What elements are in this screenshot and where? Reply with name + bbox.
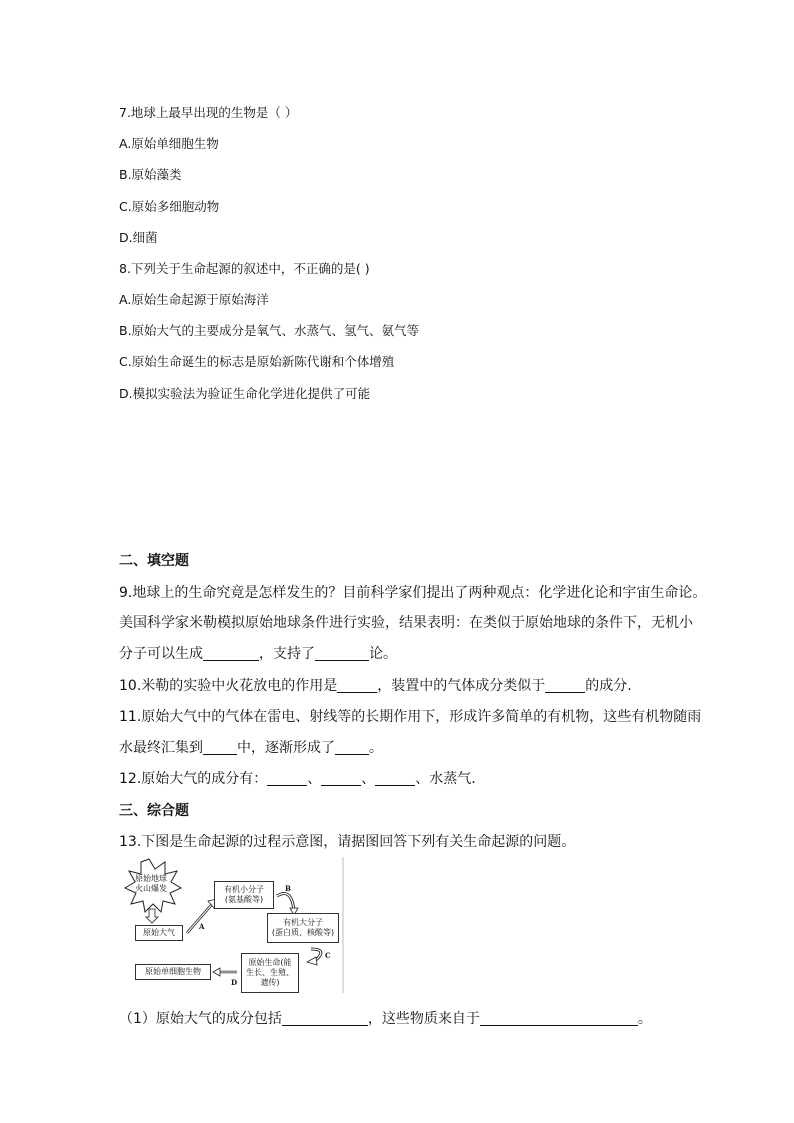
- volcano-label-line-1: 原始地球: [135, 874, 167, 883]
- q9-line-2: 美国科学家米勒模拟原始地球条件进行实验，结果表明：在类似于原始地球的条件下，无机小: [119, 615, 693, 631]
- q9-blank-1[interactable]: [203, 646, 259, 661]
- q9-text-b: ，支持了: [259, 646, 315, 662]
- q8-stem: 8.下列关于生命起源的叙述中，不正确的是( ): [119, 261, 370, 276]
- q12-blank-3[interactable]: [375, 771, 415, 786]
- q10-text-c: 的成分.: [585, 678, 632, 694]
- q10-text-a: 10.米勒的实验中火花放电的作用是: [119, 678, 338, 694]
- primitive-life-box: [241, 953, 299, 993]
- q12-sep-1: 、: [307, 771, 322, 787]
- q9-text-c: 论。: [369, 646, 397, 662]
- q7-option-d: D.细菌: [119, 230, 158, 245]
- small-molecule-label-2: (氨基酸等): [224, 895, 264, 904]
- q7-stem: 7.地球上最早出现的生物是（ ）: [119, 105, 298, 120]
- primitive-life-label-1: 原始生命(能: [248, 958, 292, 967]
- atmosphere-label: 原始大气: [143, 928, 175, 937]
- q12-line: [119, 768, 476, 788]
- q11-line-1: 11.原始大气中的气体在雷电、射线等的长期作用下，形成许多简单的有机物，这些有机物随雨: [119, 709, 702, 725]
- q12-sep-2: 、: [361, 771, 376, 787]
- q7-option-a: A.原始单细胞生物: [119, 136, 219, 151]
- section-title-comprehensive: 三、综合题: [119, 803, 189, 819]
- small-molecule-label-1: 有机小分子: [224, 885, 264, 894]
- q9-blank-2[interactable]: [315, 646, 369, 661]
- q11-blank-1[interactable]: [203, 740, 237, 755]
- arrow-down-icon: [146, 909, 158, 923]
- q11-text-a: 水最终汇集到: [119, 740, 203, 756]
- q8-option-c: C.原始生命诞生的标志是原始新陈代谢和个体增殖: [119, 354, 395, 369]
- unicell-box: [135, 964, 211, 980]
- unicell-label: 原始单细胞生物: [145, 967, 201, 976]
- q7-option-b: B.原始藻类: [119, 167, 182, 182]
- small-molecule-box: [214, 881, 274, 909]
- q8-option-d: D.模拟实验法为验证生命化学进化提供了可能: [119, 386, 371, 401]
- q8-option-b: B.原始大气的主要成分是氧气、水蒸气、氢气、氨气等: [119, 323, 420, 338]
- q9-line-3: [119, 643, 397, 663]
- q9-text-a: 分子可以生成: [119, 646, 203, 662]
- label-c: C: [325, 951, 331, 960]
- q11-blank-2[interactable]: [335, 740, 369, 755]
- q10-blank-1[interactable]: [337, 678, 377, 693]
- primitive-life-label-2: 生长、生殖、: [246, 968, 294, 977]
- q13-1-text-b: ，这些物质来自于: [367, 1011, 480, 1027]
- q13-1-blank-2[interactable]: [480, 1011, 638, 1026]
- q10-blank-2[interactable]: [545, 678, 585, 693]
- q13-stem: 13.下图是生命起源的过程示意图，请据图回答下列有关生命起源的问题。: [119, 834, 576, 850]
- primitive-life-label-3: 遗传): [260, 978, 280, 987]
- q12-text-a: 12.原始大气的成分有：: [119, 771, 268, 787]
- q13-1-blank-1[interactable]: [282, 1011, 368, 1026]
- q11-line-2: [119, 737, 383, 757]
- atmosphere-box: [135, 925, 183, 941]
- q11-text-c: 。: [369, 740, 383, 756]
- q13-part-1: [119, 1008, 652, 1028]
- volcano-label-line-2: 火山爆发: [135, 884, 167, 893]
- large-molecule-box: [267, 913, 339, 943]
- label-a: A: [199, 922, 205, 931]
- q13-1-text-c: 。: [637, 1011, 652, 1027]
- q8-option-a: A.原始生命起源于原始海洋: [119, 292, 269, 307]
- q10-line: [119, 675, 632, 695]
- section-title-fill-in: 二、填空题: [119, 553, 189, 569]
- q7-option-c: C.原始多细胞动物: [119, 199, 220, 214]
- label-b: B: [285, 884, 291, 893]
- label-d: D: [231, 978, 238, 987]
- q12-blank-2[interactable]: [321, 771, 361, 786]
- q9-line-1: 9.地球上的生命究竟是怎样发生的？目前科学家们提出了两种观点：化学进化论和宇宙生命论。: [119, 585, 707, 601]
- q12-blank-1[interactable]: [267, 771, 307, 786]
- large-molecule-label-1: 有机大分子: [283, 918, 323, 927]
- q12-text-end: 、水蒸气.: [415, 771, 476, 787]
- q10-text-b: ，装置中的气体成分类似于: [377, 678, 546, 694]
- large-molecule-label-2: (蛋白质、核酸等): [271, 928, 335, 937]
- volcano-label: [135, 872, 167, 896]
- q13-1-text-a: （1）原始大气的成分包括: [119, 1011, 282, 1027]
- q11-text-b: 中，逐渐形成了: [237, 740, 335, 756]
- life-origin-diagram: [119, 857, 345, 993]
